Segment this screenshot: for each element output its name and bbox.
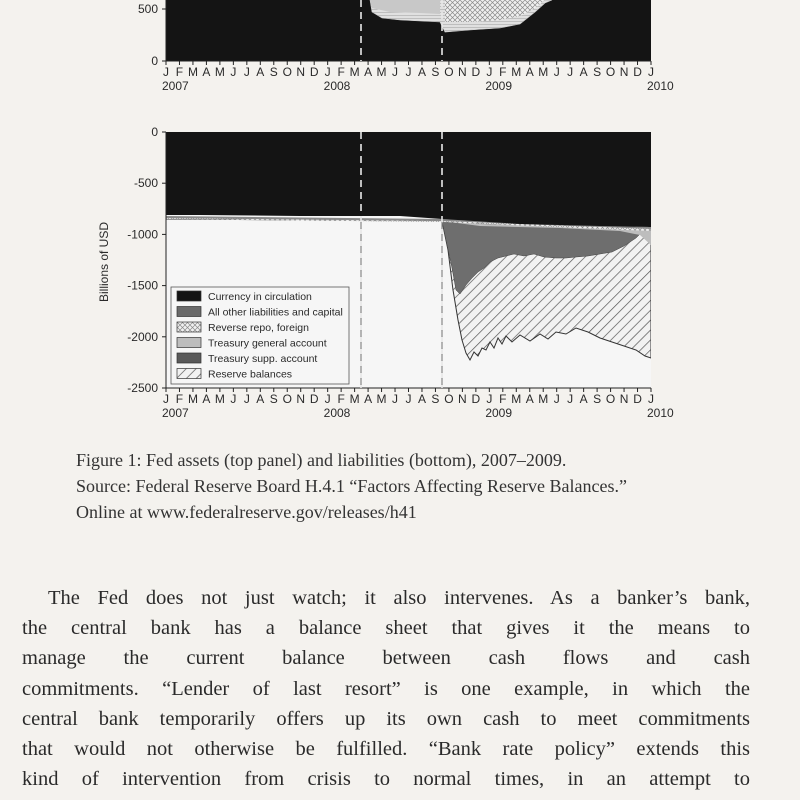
year-label: 2010	[647, 79, 674, 93]
x-tick-label: J	[405, 65, 412, 79]
bottom-panel	[97, 125, 674, 420]
x-tick-label: J	[243, 392, 250, 406]
legend-label: Reserve balances	[208, 368, 293, 381]
x-tick-label: J	[324, 392, 331, 406]
x-tick-label: J	[567, 392, 574, 406]
x-tick-label: A	[525, 392, 534, 406]
x-tick-label: A	[417, 392, 426, 406]
legend-label: Currency in circulation	[208, 291, 312, 303]
figure-caption	[76, 447, 756, 525]
x-tick-label: J	[567, 65, 574, 79]
year-label: 2009	[485, 406, 513, 420]
x-tick-label: J	[648, 65, 654, 79]
x-tick-label: S	[431, 65, 440, 79]
x-tick-label: A	[364, 65, 373, 79]
y-tick-label: 0	[151, 54, 158, 68]
x-tick-label: N	[296, 65, 306, 79]
x-tick-label: D	[471, 65, 481, 79]
x-tick-label: S	[593, 65, 602, 79]
y-tick-label: -500	[133, 176, 158, 191]
x-tick-label: M	[349, 392, 360, 406]
x-tick-label: A	[256, 392, 265, 406]
x-tick-label: M	[538, 392, 549, 406]
x-tick-label: O	[605, 65, 616, 79]
year-label: 2007	[162, 406, 189, 420]
x-tick-label: J	[553, 392, 560, 406]
y-tick-label: -1000	[127, 227, 158, 242]
x-tick-label: J	[243, 65, 250, 79]
x-tick-label: J	[392, 392, 399, 406]
y-axis-label: Billions of USD	[97, 221, 111, 303]
x-tick-label: S	[269, 392, 278, 406]
legend-swatch	[177, 369, 201, 379]
x-tick-label: J	[163, 65, 169, 79]
x-tick-label: S	[593, 392, 602, 406]
x-tick-label: M	[538, 65, 549, 79]
x-tick-label: J	[486, 392, 493, 406]
x-tick-label: J	[648, 392, 654, 406]
x-tick-label: M	[187, 392, 198, 406]
x-tick-label: O	[444, 392, 454, 406]
x-tick-label: M	[511, 65, 522, 79]
x-tick-label: J	[230, 65, 237, 79]
legend-swatch	[177, 291, 201, 301]
caption-line: Figure 1: Fed assets (top panel) and liabilities (bottom), 2007–2009.	[76, 450, 567, 470]
x-tick-label: F	[175, 65, 184, 79]
x-tick-label: M	[214, 392, 225, 406]
legend	[171, 287, 349, 384]
bottom-panel-x-ticks	[162, 388, 674, 420]
y-tick-label: -1500	[127, 278, 158, 293]
year-label: 2008	[323, 79, 351, 93]
top-panel-x-ticks	[162, 61, 674, 93]
body-line: kind of intervention from crisis to normal times, in an attempt to	[22, 768, 750, 791]
x-tick-label: F	[337, 65, 345, 79]
top-panel-y-ticks	[138, 2, 166, 68]
x-tick-label: J	[324, 65, 331, 79]
caption-line: Source: Federal Reserve Board H.4.1 “Factors Affecting Reserve Balances.”	[76, 476, 627, 496]
legend-swatch	[177, 322, 201, 332]
legend-label: Reverse repo, foreign	[208, 322, 309, 334]
x-tick-label: A	[202, 65, 211, 79]
x-tick-label: N	[619, 65, 629, 79]
bottom-panel-y-ticks	[127, 125, 166, 395]
x-tick-label: A	[256, 65, 265, 79]
body-line: central bank temporarily offers up its own cash to meet commitments	[22, 707, 750, 730]
top-panel	[138, 0, 674, 93]
x-tick-label: D	[309, 392, 319, 406]
legend-label: Treasury supp. account	[208, 353, 318, 365]
body-line: manage the current balance between cash flows and cash	[22, 647, 750, 670]
body-line: the central bank has a balance sheet that gives it the means to	[22, 617, 750, 640]
x-tick-label: M	[376, 392, 387, 406]
body-line: The Fed does not just watch; it also intervenes. As a banker’s bank,	[48, 587, 750, 609]
x-tick-label: J	[392, 65, 399, 79]
x-tick-label: A	[417, 65, 426, 79]
x-tick-label: F	[337, 392, 345, 406]
x-tick-label: A	[202, 392, 211, 406]
x-tick-label: J	[405, 392, 412, 406]
x-tick-label: A	[364, 392, 373, 406]
body-paragraph	[22, 583, 750, 794]
x-tick-label: A	[579, 65, 588, 79]
x-tick-label: S	[431, 392, 440, 406]
x-tick-label: N	[458, 65, 467, 79]
x-tick-label: F	[499, 65, 507, 79]
x-tick-label: D	[471, 392, 481, 406]
x-tick-label: A	[579, 392, 588, 406]
x-tick-label: O	[282, 392, 292, 406]
x-tick-label: D	[633, 65, 642, 79]
x-tick-label: J	[163, 392, 169, 406]
legend-swatch	[177, 338, 201, 348]
legend-label: All other liabilities and capital	[208, 306, 343, 319]
top-panel-plot-area	[166, 0, 651, 61]
y-tick-label: -2500	[127, 381, 158, 395]
x-tick-label: M	[187, 65, 198, 79]
year-label: 2010	[647, 406, 674, 420]
x-tick-label: F	[499, 392, 507, 406]
year-label: 2008	[323, 406, 351, 420]
x-tick-label: S	[269, 65, 278, 79]
legend-swatch	[177, 307, 201, 317]
x-tick-label: F	[175, 392, 184, 406]
x-tick-label: M	[214, 65, 225, 79]
caption-line: Online at www.federalreserve.gov/releases/h41	[76, 502, 417, 522]
x-tick-label: J	[486, 65, 493, 79]
x-tick-label: D	[633, 392, 642, 406]
y-tick-label: 500	[137, 2, 158, 16]
area-currency-in-circulation	[166, 132, 651, 227]
year-label: 2007	[162, 79, 189, 93]
legend-label: Treasury general account	[208, 337, 327, 350]
body-line: that would not otherwise be fulfilled. “Bank rate policy” extends this	[22, 737, 750, 760]
y-tick-label: -2000	[127, 329, 158, 344]
legend-swatch	[177, 353, 201, 363]
body-line: commitments. “Lender of last resort” is one example, in which the	[22, 677, 750, 700]
x-tick-label: N	[458, 392, 467, 406]
x-tick-label: J	[553, 65, 560, 79]
x-tick-label: J	[230, 392, 237, 406]
x-tick-label: O	[605, 392, 616, 406]
x-tick-label: O	[282, 65, 292, 79]
x-tick-label: M	[349, 65, 360, 79]
x-tick-label: N	[619, 392, 629, 406]
x-tick-label: M	[511, 392, 522, 406]
year-label: 2009	[485, 79, 513, 93]
x-tick-label: M	[376, 65, 387, 79]
y-tick-label: 0	[151, 125, 158, 139]
x-tick-label: A	[525, 65, 534, 79]
x-tick-label: O	[444, 65, 454, 79]
x-tick-label: D	[309, 65, 319, 79]
x-tick-label: N	[296, 392, 306, 406]
